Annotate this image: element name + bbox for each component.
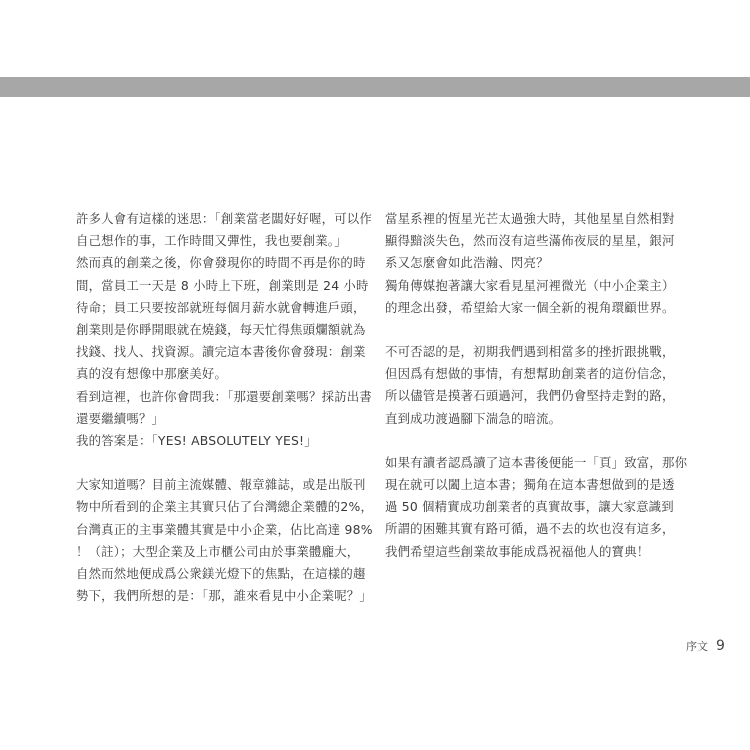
text-line: 自然而然地便成爲公衆鎂光燈下的焦點，在這樣的趨 — [76, 566, 366, 582]
text-line: 系又怎麼會如此浩瀚、閃亮？ — [385, 255, 549, 271]
text-line: 還要繼續嗎？」 — [76, 410, 165, 426]
text-line: 創業則是你睜開眼就在燒錢，每天忙得焦頭爛額就為 — [76, 322, 366, 338]
text-line: 找錢、找人、找資源。讀完這本書後你會發現：創業 — [76, 344, 366, 360]
header-band — [0, 77, 750, 97]
paragraph — [76, 474, 374, 607]
page-number: 9 — [716, 638, 725, 654]
paragraph — [76, 208, 370, 252]
paragraph — [76, 252, 370, 385]
text-line: 我們希望這些創業故事能成爲祝福他人的寶典！ — [385, 543, 650, 559]
text-line: 自己想作的事，工作時間又彈性，我也要創業。」 — [76, 233, 347, 249]
text-line: 大家知道嗎？目前主流媒體、報章雜誌，或是出版刊 — [76, 477, 366, 493]
paragraph — [76, 430, 370, 452]
section-label: 序文 — [686, 640, 708, 653]
text-line: 現在就可以闔上這本書；獨角在這本書想做到的是透 — [385, 477, 675, 493]
text-line: 當星系裡的恆星光芒太過強大時，其他星星自然相對 — [385, 211, 675, 226]
text-line: 我的答案是：「YES! ABSOLUTELY YES!」 — [76, 433, 317, 449]
text-line: 過 50 個精實成功創業者的真實故事，讓大家意識到 — [385, 499, 674, 515]
paragraph — [76, 386, 370, 430]
left-column — [76, 208, 374, 607]
text-line: 直到成功渡過腳下湍急的暗流。 — [385, 410, 562, 426]
page-footer — [686, 638, 725, 658]
text-line: 所謂的困難其實有路可循，過不去的坎也沒有這多， — [385, 521, 675, 537]
text-line: 真的沒有想像中那麼美好。 — [76, 366, 228, 382]
text-line: 但因爲有想做的事情，有想幫助創業者的這份信念， — [385, 366, 675, 382]
text-line: 顯得黯淡失色，然而沒有這些滿佈夜辰的星星，銀河 — [385, 233, 675, 249]
text-line: 的理念出發，希望給大家一個全新的視角環顧世界。 — [385, 299, 675, 315]
text-line: 看到這裡，也許你會問我：「那還要創業嗎？採訪出書 — [76, 388, 372, 404]
text-line: 待命；員工只要按部就班每個月薪水就會轉進戶頭， — [76, 299, 366, 315]
right-column — [385, 208, 688, 563]
text-line: 間，當員工一天是 8 小時上下班，創業則是 24 小時 — [76, 277, 369, 293]
text-line: 許多人會有這樣的迷思：「創業當老闆好好喔，可以作 — [76, 211, 372, 226]
text-line: ！（註）；大型企業及上市櫃公司由於事業體龐大， — [76, 543, 360, 559]
text-line: 台灣真正的主事業體其實是中小企業，佔比高達 98% — [76, 521, 373, 537]
text-line: 然而真的創業之後，你會發現你的時間不再是你的時 — [76, 255, 366, 271]
paragraph — [385, 341, 679, 430]
paragraph — [385, 208, 679, 275]
text-line: 不可否認的是，初期我們遇到相當多的挫折跟挑戰， — [385, 344, 675, 360]
text-line: 勢下，我們所想的是：「那，誰來看見中小企業呢？」 — [76, 588, 372, 604]
text-line: 獨角傳媒抱著讓大家看見星河裡微光（中小企業主） — [385, 277, 675, 293]
text-line: 如果有讀者認爲讀了這本書後便能一「頁」致富，那你 — [385, 454, 688, 470]
text-line: 所以儘管是摸著石頭過河，我們仍會堅持走對的路， — [385, 388, 675, 404]
paragraph — [385, 275, 679, 319]
paragraph — [385, 452, 688, 563]
text-line: 物中所看到的企業主其實只佔了台灣總企業體的2%， — [76, 499, 374, 515]
